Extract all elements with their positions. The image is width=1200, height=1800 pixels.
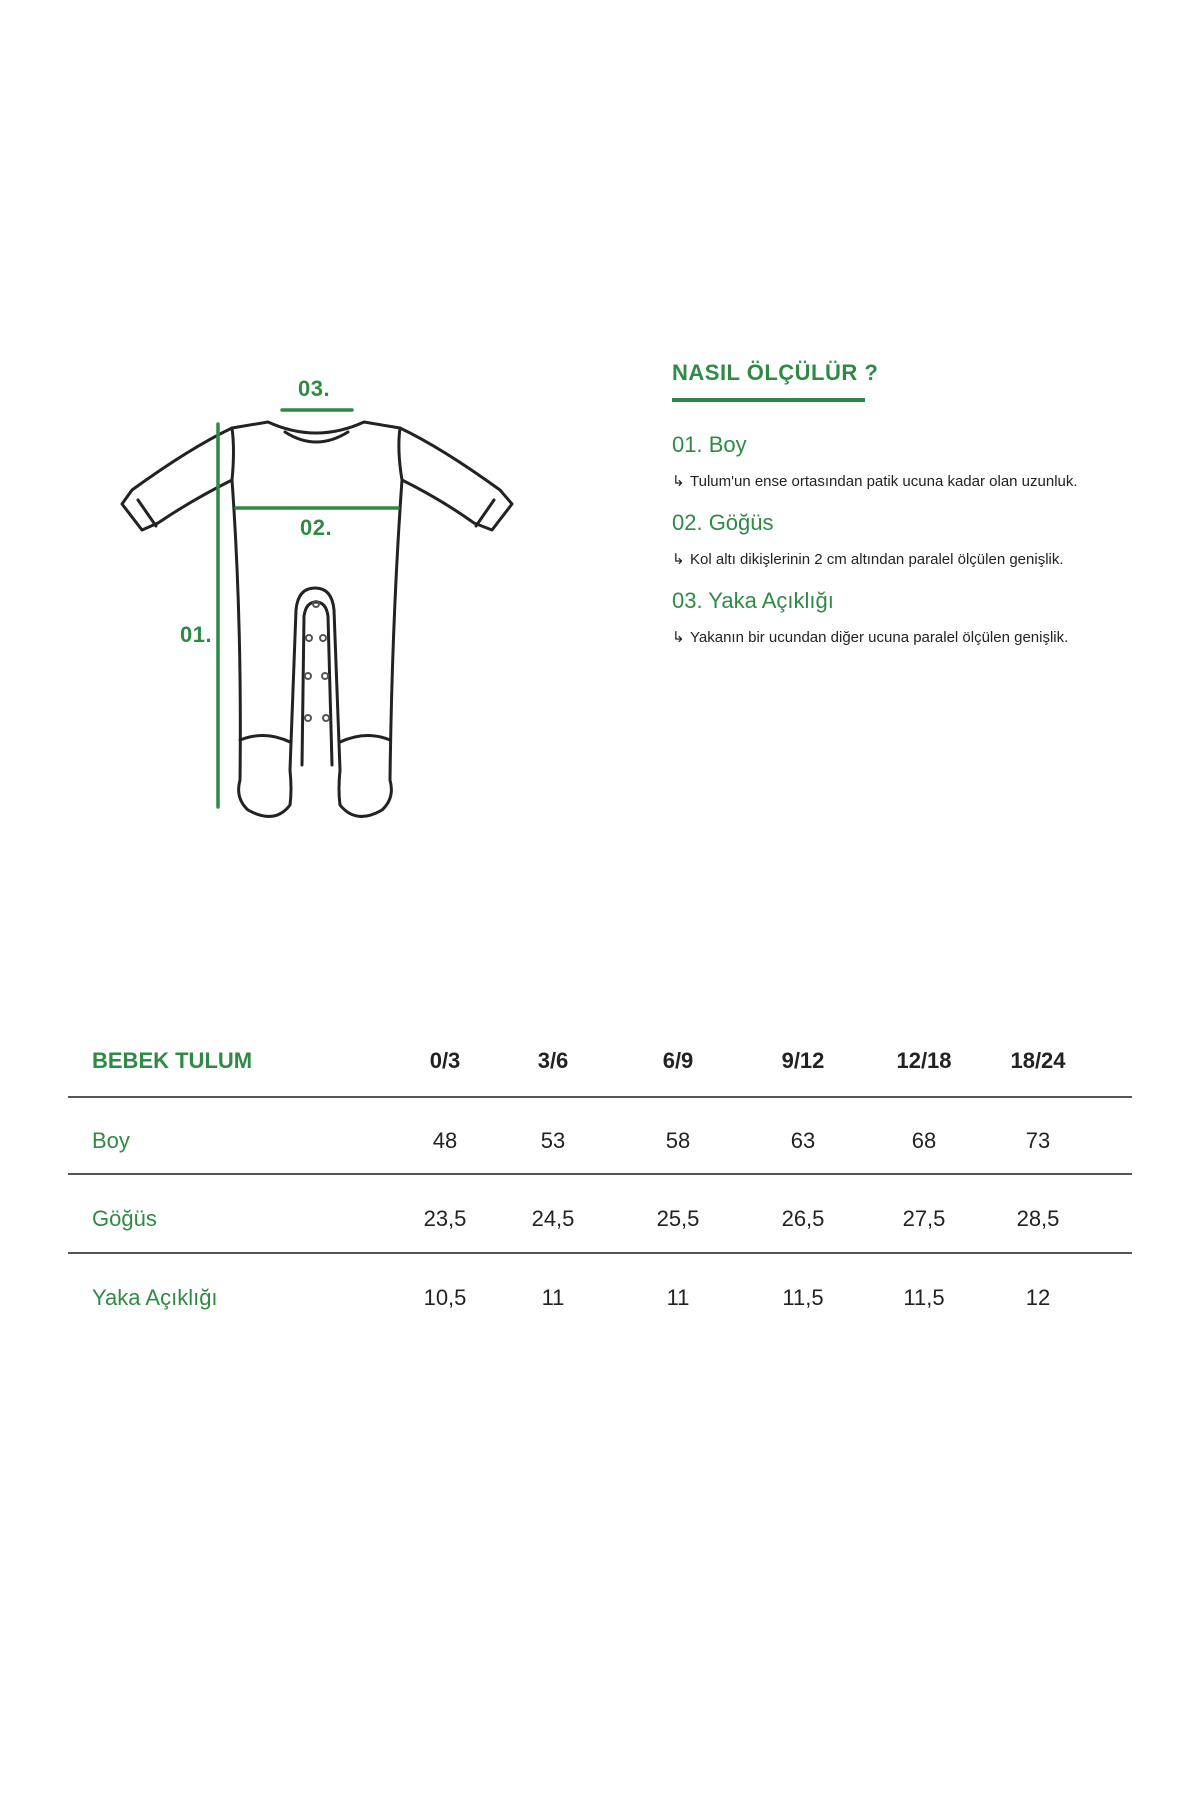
table-cell: 24,5	[531, 1206, 575, 1231]
measure-desc-length	[672, 472, 1172, 490]
table-cell: 73	[1025, 1128, 1051, 1153]
size-header: 18/24	[1010, 1048, 1066, 1073]
size-header: 9/12	[781, 1048, 825, 1073]
table-cell: 12	[1025, 1285, 1051, 1310]
size-header: 0/3	[429, 1048, 461, 1073]
length-marker-label: 01.	[180, 622, 213, 647]
onesie-diagram	[120, 376, 540, 820]
table-divider	[68, 1173, 1132, 1175]
table-cell: 23,5	[423, 1206, 467, 1231]
table-cell: 28,5	[1016, 1206, 1060, 1231]
how-to-measure-title: NASIL ÖLÇÜLÜR ?	[672, 360, 879, 385]
measure-desc-chest	[672, 550, 1172, 568]
table-cell: 68	[911, 1128, 937, 1153]
size-header: 6/9	[662, 1048, 694, 1073]
table-cell: 11,5	[903, 1285, 945, 1310]
measure-heading-chest: 02. Göğüs	[672, 510, 774, 535]
measure-heading-length: 01. Boy	[672, 432, 747, 457]
table-cell: 53	[540, 1128, 566, 1153]
table-cell: 58	[665, 1128, 691, 1153]
arrow-icon: ↳	[672, 473, 685, 490]
table-cell: 63	[790, 1128, 816, 1153]
measure-desc-collar	[672, 628, 1172, 646]
arrow-icon: ↳	[672, 629, 685, 646]
measure-heading-collar: 03. Yaka Açıklığı	[672, 588, 834, 613]
collar-marker-label: 03.	[298, 376, 331, 401]
table-cell: 25,5	[656, 1206, 700, 1231]
measure-desc-text: Kol altı dikişlerinin 2 cm altından paralel ölçülen genişlik.	[690, 551, 1064, 568]
chest-marker-label: 02.	[300, 515, 333, 540]
measure-desc-text: Yakanın bir ucundan diğer ucuna paralel ölçülen genişlik.	[690, 629, 1069, 646]
table-title: BEBEK TULUM	[92, 1048, 253, 1073]
table-cell: 11	[541, 1285, 565, 1310]
table-cell: 10,5	[423, 1285, 467, 1310]
table-cell: 26,5	[781, 1206, 825, 1231]
onesie-illustration	[120, 380, 540, 820]
table-row	[68, 1206, 1132, 1246]
how-to-measure-section	[672, 360, 1172, 646]
table-cell: 27,5	[902, 1206, 946, 1231]
size-header: 12/18	[896, 1048, 952, 1073]
size-header: 3/6	[537, 1048, 569, 1073]
row-label: Boy	[92, 1128, 130, 1153]
table-divider	[68, 1096, 1132, 1098]
table-cell: 48	[432, 1128, 458, 1153]
title-underline	[672, 398, 865, 402]
table-row	[68, 1128, 1132, 1168]
table-cell: 11	[666, 1285, 690, 1310]
row-label: Yaka Açıklığı	[92, 1285, 218, 1310]
arrow-icon: ↳	[672, 551, 685, 568]
table-divider	[68, 1252, 1132, 1254]
row-label: Göğüs	[92, 1206, 157, 1231]
table-row	[68, 1285, 1132, 1325]
measure-desc-text: Tulum'un ense ortasından patik ucuna kadar olan uzunluk.	[690, 473, 1078, 490]
table-cell: 11,5	[782, 1285, 824, 1310]
